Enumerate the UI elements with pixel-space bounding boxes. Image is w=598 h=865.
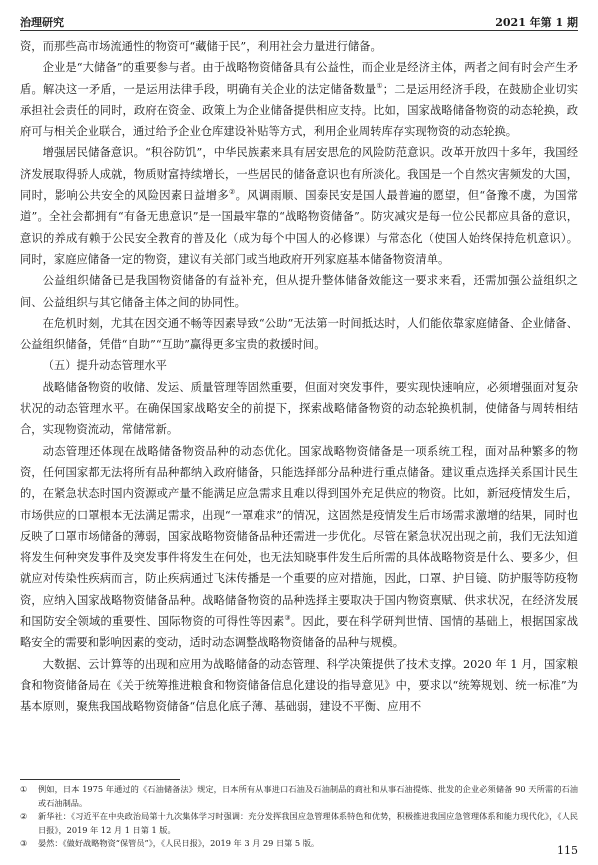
- paragraph: 战略储备物资的收储、发运、质量管理等固然重要，但面对突发事件，要实现快速响应，必须增强面对复杂状况的动态管理水平。在确保国家战略安全的前提下，探索战略储备物资的动态轮换机制，使储备与周转相结合，实现物资流动，常储常新。: [20, 380, 578, 437]
- footnote-mark: ①: [20, 784, 28, 794]
- footnote-ref[interactable]: ①: [376, 81, 383, 90]
- footnote-mark: ②: [20, 811, 28, 821]
- issue-label: 2021 年第 1 期: [495, 16, 578, 29]
- footnote: [20, 783, 578, 810]
- running-header: [20, 10, 578, 30]
- footnote-text: 晏然：《做好战略物资“保管员”》，《人民日报》，2019 年 3 月 29 日第 5 版。: [38, 838, 320, 848]
- footnote: [20, 810, 578, 837]
- article-body: [20, 36, 578, 764]
- footnotes: [20, 783, 578, 851]
- paragraph: 资，而那些高市场流通性的物资可“藏储于民”，利用社会力量进行储备。: [20, 40, 382, 53]
- footnote-ref[interactable]: ②: [228, 188, 236, 197]
- footnote-rule: [20, 779, 180, 780]
- footnote-mark: ③: [20, 838, 28, 848]
- paragraph: 增强居民储备意识。“积谷防饥”，中华民族素来具有居安思危的风险防范意识。改革开放四十多年，我国经济发展取得骄人成就，物质财富持续增长，一些居民的储备意识也有所淡化。我国是一个自然灾害频发的大国，同时，影响公共安全的风险因素日益增多②。风调雨顺、国泰民安是国人最普遍的愿望，但“备豫不虞，为国常道”。全社会都拥有“有备无患意识”是一国最牢靠的“战略物资储备”。防灾减灾是每一位公民都应具备的意识，意识的养成有赖于公民安全教育的普及化（成为每个中国人的必修课）与常态化（使国人始终保持危机意识）。同时，家庭应储备一定的物资，建议有关部门或当地政府开列家庭基本储备物资清单。: [20, 146, 578, 266]
- paragraph: 公益组织储备已是我国物资储备的有益补充，但从提升整体储备效能这一要求来看，还需加强公益组织之间、公益组织与其它储备主体之间的协同性。: [20, 274, 578, 309]
- paragraph: 在危机时刻，尤其在因交通不畅等因素导致“公助”无法第一时间抵达时，人们能依靠家庭储备、企业储备、公益组织储备，凭借“自助”“互助”赢得更多宝贵的救援时间。: [20, 316, 578, 352]
- paragraph: 动态管理还体现在战略储备物资品种的动态优化。国家战略物资储备是一项系统工程，面对品种繁多的物资，任何国家都无法将所有品种都纳入政府储备，只能选择部分品种进行重点储备。建议重点选择关系国计民生的，在紧急状态时国内资源或产量不能满足应急需求且难以得到国外充足供应的物资。比如，新冠疫情发生后，市场供应的口罩根本无法满足需求，出现“一罩难求”的情况，这固然是疫情发生后市场需求激增的结果，同时也反映了口罩市场储备的薄弱，国家战略物资储备品种还需进一步优化。尽管在紧急状况出现之前，我们无法知道将发生何种突发事件及突发事件将发生在何处，也无法知晓事件发生后所需的具体战略物资是什么、要多少，但就应对传染性疾病而言，防止疾病通过飞沫传播是一个重要的应对措施，因此，口罩、护目镜、防护服等防疫物资，应纳入国家战略物资储备品种。战略储备物资的品种选择主要取决于国内物资禀赋、供求状况，在经济发展和国防安全领域的重要性、国际物资的可得性等因素③。因此，要在科学研判世情、国情的基础上，根据国家战略安全的需要和影响因素的变动，适时动态调整战略物资储备的品种与规模。: [20, 444, 578, 650]
- footnote-ref[interactable]: ③: [284, 614, 291, 623]
- header-rule: [20, 30, 578, 31]
- footnote-text: 例如，日本 1975 年通过的《石油储备法》规定，日本所有从事进口石油及石油制品的商社和从事石油提炼、批发的企业必须储备 90 天所需的石油或石油制品。: [38, 784, 578, 808]
- journal-title: 治理研究: [20, 16, 64, 29]
- paragraph: 大数据、云计算等的出现和应用为战略储备的动态管理、科学决策提供了技术支撑。2020 年 1 月，国家粮食和物资储备局在《关于统筹推进粮食和物资储备信息化建设的指导意见》中，要求以“统筹规划、统一标准”为基本原则，聚焦我国战略物资储备“信息化底子薄、基础弱，建设不平衡、应用不: [20, 657, 578, 714]
- section-heading: （五）提升动态管理水平: [42, 359, 167, 373]
- paragraph: 企业是“大储备”的重要参与者。由于战略物资储备具有公益性，而企业是经济主体，两者之间有时会产生矛盾。解决这一矛盾，一是运用法律手段，明确有关企业的法定储备数量①；二是运用经济手段，在鼓励企业切实承担社会责任的同时，政府在资金、政策上为企业储备提供相应支持。比如，国家战略储备物资的动态轮换，政府可与相关企业联合，通过给予企业仓库建设补贴等方式，利用企业周转库存实现物资的动态轮换。: [20, 61, 578, 139]
- footnote: [20, 837, 578, 851]
- page-number: 115: [557, 844, 578, 857]
- footnote-text: 新华社：《习近平在中央政治局第十九次集体学习时强调：充分发挥我国应急管理体系特色和优势，积极推进我国应急管理体系和能力现代化》，《人民日报》，2019 年 12 月 1 日第 1 版。: [38, 811, 578, 835]
